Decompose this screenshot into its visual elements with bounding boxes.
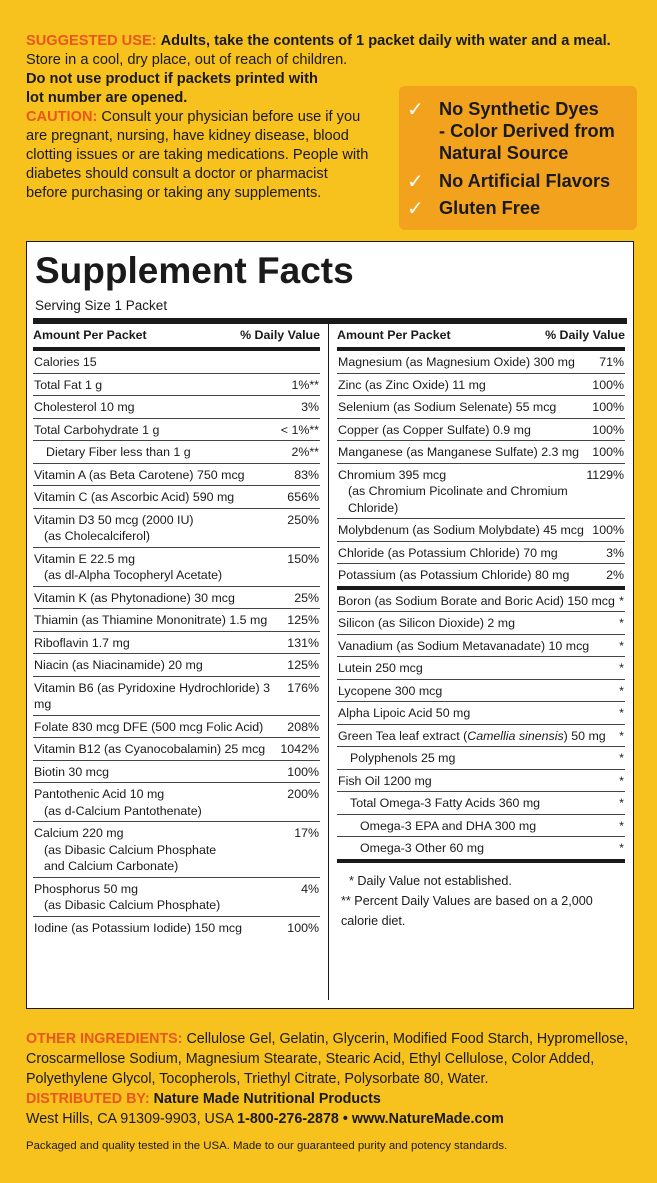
- nutrient-row: [33, 878, 320, 917]
- facts-column-right: [337, 324, 625, 931]
- daily-value: 208%: [287, 719, 319, 734]
- daily-value: 25%: [294, 590, 319, 605]
- nutrient-name: [34, 489, 283, 506]
- warning-line-2: lot number are opened.: [26, 90, 188, 106]
- nutrient-name: [338, 593, 615, 610]
- suggested-use-label: SUGGESTED USE:: [26, 33, 157, 49]
- ingredients-text: Cellulose Gel, Gelatin, Glycerin, Modified Food Starch, Hypromellose, Croscarmellose Sodium, Magnesium Stearate, Stearic Acid, Ethyl Cellulose, Color Added, Polyethylene Glycol, Tocopherols, Triethyl Citrate, Polysorbate 80, Water.: [26, 1031, 629, 1087]
- nutrient-name: [34, 741, 276, 758]
- supplement-facts-panel: [26, 241, 634, 1009]
- nutrient-amount: Pantothenic Acid 10 mg: [34, 787, 165, 801]
- claim-text: No Synthetic Dyes - Color Derived from Natural Source: [439, 99, 615, 163]
- nutrient-amount: Manganese (as Manganese Sulfate) 2.3 mg: [338, 445, 580, 459]
- nutrient-amount: Fish Oil 1200 mg: [338, 773, 432, 788]
- nutrient-amount: Lutein 250 mcg: [338, 661, 423, 675]
- footnote-percent: ** Percent Daily Values are based on a 2,000 calorie diet.: [341, 893, 593, 928]
- nutrient-amount: Omega-3 Other 60 mg: [360, 841, 484, 855]
- nutrient-name: [338, 545, 602, 562]
- nutrient-name: [338, 705, 615, 722]
- daily-value: 656%: [287, 490, 319, 504]
- nutrient-amount: Cholesterol 10 mg: [34, 400, 135, 414]
- nutrient-amount: Chloride (as Potassium Chloride) 70 mg: [338, 545, 558, 560]
- claim-no-artificial-flavors: [407, 170, 610, 193]
- header-amount: Amount Per Packet: [337, 328, 451, 342]
- nutrient-row: [33, 822, 320, 878]
- daily-value: *: [619, 616, 624, 630]
- nutrient-name: [338, 683, 615, 700]
- nutrient-name: [34, 920, 283, 937]
- nutrient-name: [338, 522, 588, 539]
- nutrient-amount: Total Fat 1 g: [34, 377, 103, 392]
- daily-value: 1042%: [280, 742, 319, 756]
- nutrient-row: [337, 837, 625, 863]
- nutrient-amount: Lycopene 300 mcg: [338, 683, 443, 698]
- caution: [26, 108, 371, 203]
- nutrient-amount: Riboflavin 1.7 mg: [34, 635, 130, 650]
- caution-text: Consult your physician before use if you are pregnant, nursing, have kidney disease, blood clotting issues or are taking medications. People with diabetes should consult a doctor or pharmacist before purchasing or taking any supplements.: [26, 109, 369, 201]
- nutrient-name: [34, 612, 283, 629]
- nutrient-name: [338, 818, 615, 835]
- nutrient-amount: Vitamin A (as Beta Carotene) 750 mcg: [34, 467, 245, 482]
- daily-value: 100%: [287, 920, 319, 935]
- nutrient-row: [33, 783, 320, 822]
- nutrient-name: [34, 512, 283, 545]
- daily-value: [315, 354, 319, 371]
- nutrient-row: [33, 716, 320, 739]
- nutrient-row: [33, 351, 320, 374]
- website: • www.NatureMade.com: [342, 1111, 504, 1127]
- daily-value: 100%: [592, 377, 624, 392]
- nutrient-row: [337, 519, 625, 542]
- nutrient-amount: Vitamin E 22.5 mg: [34, 551, 136, 566]
- nutrient-name: [338, 840, 615, 857]
- nutrient-row: [33, 548, 320, 587]
- nutrient-row: [33, 464, 320, 487]
- product-claims-box: [399, 86, 637, 230]
- nutrient-row: [33, 441, 320, 464]
- nutrient-row: [337, 464, 625, 520]
- distributed-label: DISTRIBUTED BY:: [26, 1091, 150, 1107]
- nutrient-name: [34, 467, 290, 484]
- daily-value: 4%: [301, 881, 319, 896]
- claim-no-synthetic-dyes: [407, 98, 615, 164]
- nutrient-source: (as Cholecalciferol): [44, 529, 151, 543]
- daily-value: 131%: [287, 635, 319, 650]
- nutrient-row: [337, 680, 625, 703]
- nutrient-name: [338, 422, 588, 439]
- nutrient-name: [338, 399, 588, 416]
- nutrient-amount: Copper (as Copper Sulfate) 0.9 mg: [338, 422, 531, 437]
- nutrient-name: [34, 719, 283, 736]
- daily-value: < 1%**: [280, 422, 319, 437]
- nutrient-amount: Vitamin K (as Phytonadione) 30 mcg: [34, 590, 235, 605]
- nutrient-name: [338, 728, 615, 745]
- nutrient-amount: Omega-3 EPA and DHA 300 mg: [360, 818, 537, 833]
- column-header: [337, 324, 625, 351]
- quality-statement: Packaged and quality tested in the USA. Made to our guaranteed purity and potency standards.: [26, 1140, 508, 1152]
- footnote-daily-value: * Daily Value not established.: [349, 873, 512, 888]
- nutrient-row: [33, 419, 320, 442]
- nutrient-name: [338, 615, 615, 632]
- nutrient-row: [337, 441, 625, 464]
- nutrient-row: [33, 509, 320, 548]
- nutrient-row: [337, 419, 625, 442]
- nutrient-source: (as dl-Alpha Tocopheryl Acetate): [44, 568, 223, 582]
- daily-value: 100%: [287, 764, 319, 779]
- daily-value: *: [619, 661, 624, 675]
- distributor: [26, 1089, 638, 1109]
- nutrient-amount: Vitamin B6 (as Pyridoxine Hydrochloride) 3 mg: [34, 680, 270, 711]
- nutrient-name: [338, 377, 588, 394]
- facts-column-left: [33, 324, 320, 938]
- nutrient-row: [33, 632, 320, 655]
- nutrient-name: [34, 551, 283, 584]
- nutrient-row: [337, 351, 625, 374]
- nutrient-amount: Iodine (as Potassium Iodide) 150 mcg: [34, 920, 242, 935]
- nutrient-row: [337, 542, 625, 565]
- claim-text: No Artificial Flavors: [439, 171, 611, 191]
- warning-line-1: Do not use product if packets printed with: [26, 71, 318, 87]
- nutrient-amount: Silicon (as Silicon Dioxide) 2 mg: [338, 616, 515, 630]
- nutrient-name: [34, 825, 290, 875]
- suggested-use: [26, 32, 636, 51]
- nutrient-name: [338, 750, 615, 767]
- daily-value: 17%: [294, 826, 319, 840]
- daily-value: 176%: [287, 680, 319, 695]
- nutrient-row: [33, 486, 320, 509]
- nutrient-amount: Polyphenols 25 mg: [350, 751, 456, 765]
- daily-value: 2%**: [291, 445, 319, 459]
- nutrient-amount: Zinc (as Zinc Oxide) 11 mg: [338, 377, 486, 392]
- daily-value: 150%: [287, 551, 319, 566]
- nutrient-name: [34, 657, 283, 674]
- daily-value: *: [619, 638, 624, 653]
- nutrient-row: [33, 917, 320, 939]
- storage-text: Store in a cool, dry place, out of reach of children.: [26, 52, 348, 68]
- nutrient-row: [33, 654, 320, 677]
- nutrient-name: [34, 444, 287, 461]
- nutrient-name: [338, 444, 588, 461]
- nutrient-row: [33, 677, 320, 716]
- daily-value: *: [619, 728, 624, 743]
- nutrient-row: [337, 396, 625, 419]
- nutrient-name: [338, 467, 582, 517]
- nutrient-row: [33, 609, 320, 632]
- nutrient-name: [34, 590, 290, 607]
- nutrient-row: [337, 612, 625, 635]
- nutrient-amount: Potassium (as Potassium Chloride) 80 mg: [338, 568, 570, 582]
- nutrient-row: [337, 792, 625, 815]
- nutrient-row: [337, 590, 625, 613]
- nutrient-amount: Folate 830 mcg DFE (500 mcg Folic Acid): [34, 719, 264, 734]
- daily-value: 1129%: [586, 467, 624, 482]
- nutrient-amount: Thiamin (as Thiamine Mononitrate) 1.5 mg: [34, 613, 268, 627]
- phone: 1-800-276-2878: [237, 1111, 339, 1127]
- header-amount: Amount Per Packet: [33, 328, 147, 342]
- daily-value: 125%: [287, 658, 319, 672]
- nutrient-amount: Vitamin C (as Ascorbic Acid) 590 mg: [34, 490, 235, 504]
- nutrient-source: (as Dibasic Calcium Phosphate and Calcium Carbonate): [44, 842, 217, 873]
- nutrient-amount: Calories 15: [34, 355, 97, 369]
- checkmark-icon: ✓: [407, 196, 424, 220]
- nutrient-row: [337, 374, 625, 397]
- footnotes: [337, 863, 625, 931]
- checkmark-icon: ✓: [407, 97, 424, 121]
- nutrient-row: [337, 747, 625, 770]
- daily-value: 100%: [592, 445, 624, 459]
- daily-value: 1%**: [291, 377, 319, 392]
- nutrient-amount: Dietary Fiber less than 1 g: [46, 445, 191, 459]
- nutrient-amount: Phosphorus 50 mg: [34, 881, 139, 896]
- bottom-info: [26, 1029, 638, 1129]
- nutrient-row: [337, 815, 625, 838]
- daily-value: *: [619, 751, 624, 765]
- column-header: [33, 324, 320, 351]
- suggested-use-text: Adults, take the contents of 1 packet daily with water and a meal.: [160, 33, 611, 49]
- facts-title: Supplement Facts: [35, 250, 354, 291]
- daily-value: 100%: [592, 523, 624, 537]
- nutrient-amount: Vitamin B12 (as Cyanocobalamin) 25 mcg: [34, 742, 266, 756]
- header-daily-value: % Daily Value: [240, 328, 320, 342]
- nutrient-amount: Chromium 395 mcg: [338, 467, 447, 482]
- daily-value: 3%: [301, 400, 319, 414]
- daily-value: 200%: [287, 787, 319, 801]
- nutrient-row: [337, 770, 625, 793]
- nutrient-amount: Green Tea leaf extract (Camellia sinensis) 50 mg: [338, 728, 606, 743]
- nutrient-name: [338, 773, 615, 790]
- nutrient-name: [34, 635, 283, 652]
- nutrient-name: [34, 399, 297, 416]
- daily-value: *: [619, 796, 624, 810]
- nutrient-row: [337, 725, 625, 748]
- nutrient-name: [338, 795, 615, 812]
- nutrient-name: [338, 638, 615, 655]
- checkmark-icon: ✓: [407, 169, 424, 193]
- nutrient-name: [34, 881, 297, 914]
- daily-value: *: [619, 683, 624, 698]
- nutrient-row: [337, 635, 625, 658]
- daily-value: 100%: [592, 400, 624, 414]
- caution-label: CAUTION:: [26, 109, 98, 125]
- daily-value: 83%: [294, 467, 319, 482]
- header-daily-value: % Daily Value: [545, 328, 625, 342]
- nutrient-amount: Molybdenum (as Sodium Molybdate) 45 mcg: [338, 523, 584, 537]
- daily-value: *: [619, 841, 624, 855]
- nutrient-name: [34, 786, 283, 819]
- nutrient-row: [33, 396, 320, 419]
- ingredients-label: OTHER INGREDIENTS:: [26, 1031, 183, 1047]
- nutrient-amount: Calcium 220 mg: [34, 826, 124, 840]
- column-divider: [328, 324, 329, 1000]
- nutrient-amount: Total Carbohydrate 1 g: [34, 422, 160, 437]
- address: West Hills, CA 91309-9903, USA: [26, 1111, 234, 1127]
- daily-value: 100%: [592, 422, 624, 437]
- daily-value: *: [619, 773, 624, 788]
- nutrient-source: (as Dibasic Calcium Phosphate): [44, 898, 221, 912]
- nutrient-source: (as d-Calcium Pantothenate): [44, 803, 202, 818]
- daily-value: 125%: [287, 613, 319, 627]
- nutrient-name: [34, 377, 287, 394]
- nutrient-row: [337, 564, 625, 590]
- nutrient-source: (as Chromium Picolinate and Chromium Chloride): [348, 484, 568, 515]
- claim-text: Gluten Free: [439, 198, 541, 218]
- daily-value: 71%: [599, 355, 624, 369]
- nutrient-amount: Biotin 30 mcg: [34, 764, 110, 779]
- nutrient-row: [337, 657, 625, 680]
- nutrient-amount: Selenium (as Sodium Selenate) 55 mcg: [338, 400, 557, 414]
- daily-value: 250%: [287, 512, 319, 527]
- distributor-contact: [26, 1109, 638, 1129]
- claim-gluten-free: [407, 197, 540, 220]
- daily-value: *: [619, 818, 624, 833]
- daily-value: *: [619, 593, 624, 608]
- nutrient-amount: Alpha Lipoic Acid 50 mg: [338, 706, 471, 720]
- nutrient-amount: Boron (as Sodium Borate and Boric Acid) 150 mcg: [338, 593, 615, 608]
- nutrient-name: [34, 354, 315, 371]
- daily-value: 3%: [606, 545, 624, 560]
- daily-value: *: [619, 706, 624, 720]
- nutrient-name: [338, 660, 615, 677]
- nutrient-amount: Vanadium (as Sodium Metavanadate) 10 mcg: [338, 638, 590, 653]
- nutrient-name: [34, 422, 277, 439]
- nutrient-amount: Niacin (as Niacinamide) 20 mg: [34, 658, 203, 672]
- nutrient-name: [338, 567, 602, 584]
- nutrient-name: [34, 764, 283, 781]
- nutrient-row: [33, 374, 320, 397]
- distributor-name: Nature Made Nutritional Products: [153, 1091, 381, 1107]
- nutrient-name: [34, 680, 283, 713]
- nutrient-row: [33, 761, 320, 784]
- nutrient-row: [33, 738, 320, 761]
- nutrient-row: [337, 702, 625, 725]
- nutrient-amount: Total Omega-3 Fatty Acids 360 mg: [350, 796, 541, 810]
- other-ingredients: [26, 1029, 638, 1089]
- nutrient-name: [338, 354, 595, 371]
- nutrient-amount: Magnesium (as Magnesium Oxide) 300 mg: [338, 355, 575, 369]
- nutrient-amount: Vitamin D3 50 mcg (2000 IU): [34, 512, 194, 527]
- daily-value: 2%: [606, 568, 624, 582]
- serving-size: Serving Size 1 Packet: [35, 298, 168, 313]
- nutrient-row: [33, 587, 320, 610]
